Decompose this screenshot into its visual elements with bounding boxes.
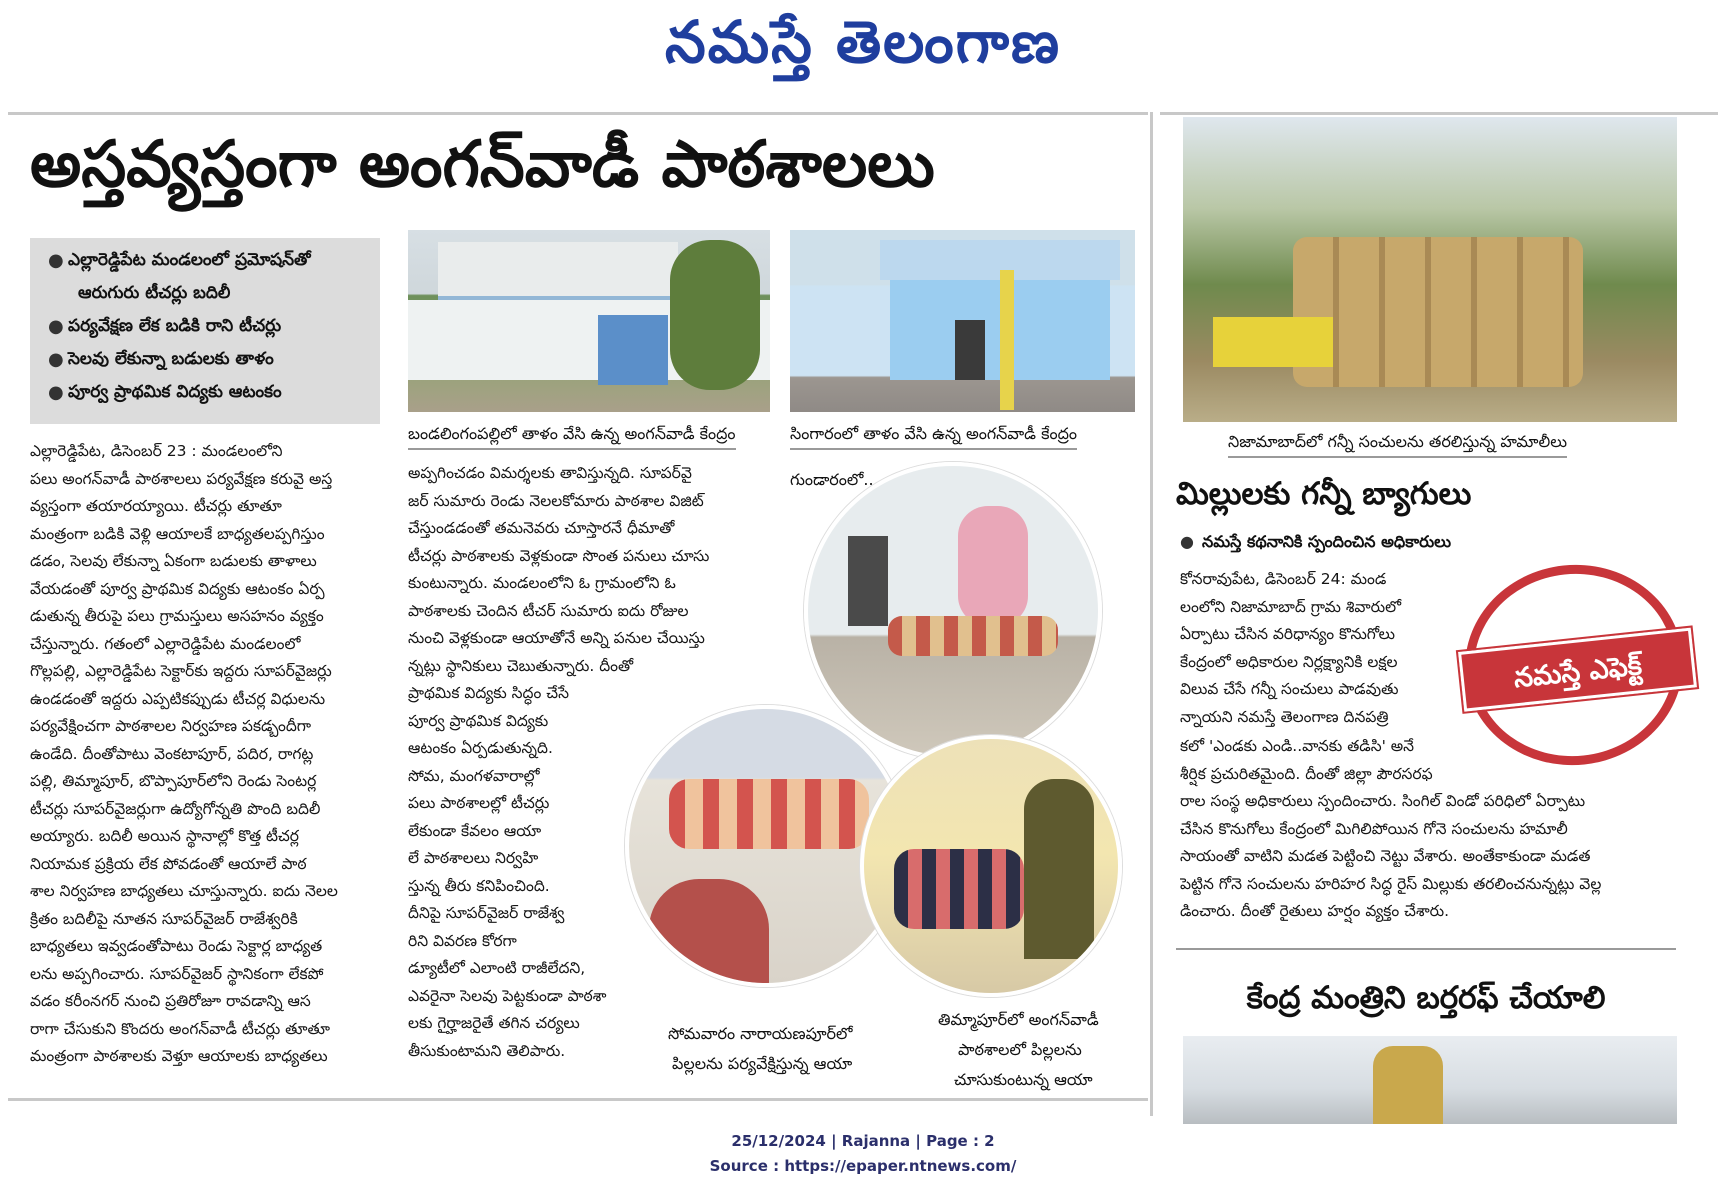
article-headline: అస్తవ్యస్తంగా అంగన్‌వాడీ పాఠశాలలు	[30, 128, 935, 202]
masthead-logo: నమస్తే తెలంగాణ	[665, 8, 1061, 76]
highlights-box	[30, 238, 380, 424]
highlight-item: ● పూర్వ ప్రాథమిక విద్యకు ఆటంకం	[38, 376, 372, 409]
story-separator	[1176, 948, 1676, 950]
photo-caption: చూసుకుంటున్న ఆయా	[954, 1070, 1093, 1089]
top-rule-right	[1160, 112, 1718, 115]
bullet-icon: ●	[48, 349, 64, 370]
third-story-headline: కేంద్ర మంత్రిని బర్తరఫ్ చేయాలి	[1246, 980, 1606, 1016]
photo-caption: పిల్లలను పర్యవేక్షిస్తున్న ఆయా	[672, 1054, 853, 1073]
top-rule-left	[8, 112, 1148, 115]
footer-date-edition: 25/12/2024 | Rajanna | Page : 2	[731, 1132, 995, 1150]
photo-nizamabad-gunny-bags	[1183, 117, 1677, 422]
second-story-body-narrow: కోనరావుపేట, డిసెంబర్ 24: మండ లంలోని నిజామాబాద్ గ్రామ శివారులో ఏర్పాటు చేసిన వరిధాన్యం కొనుగోలు కేంద్రంలో అధికారుల నిర్లక్ష్యానికి లక్షల విలువ చేసే గన్నీ సంచులు పాడవుతు న్నాయని నమస్తే తెలంగాణ దినపత్రి	[1180, 570, 1402, 726]
second-story-body: కలో 'ఎండకు ఎండి..వానకు తడిసి' అనే శీర్షిక ప్రచురితమైంది. దీంతో జిల్లా పౌరసరఫ రాల సంస్థ అధికారులు స్పందించారు. సింగిల్ విండో పరిధిలో ఏర్పాటు చేసిన కొనుగోలు కేంద్రంలో మిగిలిపోయిన గోనె సంచులను హమాలీ సాయంతో వాటిని మడత పెట్టించి నెట్టు వేశారు. అంతేకాకుండా మడత పెట్టిన గోనె సంచులను హరిహర సిద్ధ రైస్ మిల్లుకు తరలించనున్నట్లు వెల్ల డించారు. దీంతో రైతులు హర్షం వ్యక్తం చేశారు.	[1180, 737, 1602, 920]
footer-source-link[interactable]: Source : https://epaper.ntnews.com/	[709, 1157, 1017, 1175]
second-story-highlight: ● నమస్తే కథనానికి స్పందించిన అధికారులు	[1180, 532, 1451, 551]
bullet-icon: ●	[48, 250, 64, 271]
photo-caption: తిమ్మాపూర్‌లో అంగన్‌వాడీ	[938, 1010, 1099, 1029]
article-column-2: అప్పగించడం విమర్శలకు తావిస్తున్నది. సూపర్‌వై జర్ సుమారు రెండు నెలలకోమారు పాఠశాల విజిట్ చేస్తుండడంతో తమనెవరు చూస్తారనే ధీమాతో టీచర్లు పాఠశాలకు వెళ్లకుండా సొంత పనులు చూసు కుంటున్నారు. మండలంలోని ఓ గ్రామంలోని ఓ పాఠశాలకు చెందిన టీచర్ సుమారు ఐదు రోజుల నుంచి వెళ్లకుండా ఆయాతోనే అన్ని పనుల చేయిస్తు న్నట్లు స్థానికులు చెబుతున్నారు. దీంతో	[408, 464, 710, 675]
article-column-1: ఎల్లారెడ్డిపేట, డిసెంబర్ 23 : మండలంలోని పలు అంగన్‌వాడీ పాఠశాలలు పర్యవేక్షణ కరువై అస్త వ్యస్తంగా తయారయ్యాయి. టీచర్లు తూతూ మంత్రంగా బడికి వెళ్లి ఆయాలకే బాధ్యతలప్పగిస్తుం డడం, సెలవు లేకున్నా ఏకంగా బడులకు తాళాలు వేయడంతో పూర్వ ప్రాథమిక విద్యకు ఆటంకం ఏర్ప డుతున్న తీరుపై పలు గ్రామస్తులు అసహనం వ్యక్తం చేస్తున్నారు. గతంలో ఎల్లారెడ్డిపేట మండలంలో గొల్లపల్లి, ఎల్లారెడ్డిపేట సెక్టార్‌కు ఇద్దరు సూపర్‌వైజర్లు ఉండడంతో ఇద్దరు ఎప్పటికప్పుడు టీచర్ల విధులను పర్యవేక్షించగా పాఠశాలల నిర్వహణ పకడ్బందీగా ఉండేది. దీంతోపాటు వెంకటాపూర్, పదిర, రాగట్ల పల్లి, తిమ్మాపూర్, బొప్పాపూర్‌లోని రెండు సెంటర్ల టీచర్లు సూపర్‌వైజర్లుగా ఉద్యోగోన్నతి పొంది బదిలీ అయ్యారు. బదిలీ అయిన స్థానాల్లో కొత్త టీచర్ల నియామక ప్రక్రియ లేక పోవడంతో ఆయాలే పాఠ శాల నిర్వహణ బాధ్యతలు చూస్తున్నారు. ఐదు నెలల క్రితం బదిలీపై నూతన సూపర్‌వైజర్ రాజేశ్వరికి బాధ్యతలు ఇవ్వడంతోపాటు రెండు సెక్టార్ల బాధ్యత లను అప్పగించారు. సూపర్‌వైజర్ స్థానికంగా లేకపో వడం కరీంనగర్ నుంచి ప్రతిరోజూ రావడాన్ని ఆస రాగా చేసుకుని కొందరు అంగన్‌వాడీ టీచర్లు తూతూ మంత్రంగా పాఠశాలకు వెళ్తూ ఆయాలకు బాధ్యతలు	[30, 442, 338, 1065]
highlight-item: ఆరుగురు టీచర్లు బదిలీ	[78, 283, 231, 303]
photo-caption: నిజామాబాద్‌లో గన్నీ సంచులను తరలిస్తున్న హమాలీలు	[1228, 430, 1567, 458]
article-column-2-narrow: ప్రాథమిక విద్యకు సిద్ధం చేసే పూర్వ ప్రాథమిక విద్యకు ఆటంకం ఏర్పడుతున్నది. సోమ, మంగళవారాల్లో పలు పాఠశాలల్లో టీచర్లు లేకుండా కేవలం ఆయా లే పాఠశాలలు నిర్వహి స్తున్న తీరు కనిపించింది. దీనిపై సూపర్‌వైజర్ రాజేశ్వ రిని వివరణ కోరగా డ్యూటీలో ఎలాంటి రాజీలేదని, ఎవరైనా సెలవు పెట్టకుండా పాఠశా లకు గైర్హాజరైతే తగిన చర్యలు తీసుకుంటామని తెలిపారు.	[408, 684, 607, 1060]
highlight-item: ● ఎల్లారెడ్డిపేట మండలంలో ప్రమోషన్‌తో	[38, 244, 372, 277]
bullet-icon: ●	[1180, 532, 1194, 551]
photo-caption: పాఠశాలలో పిల్లలను	[958, 1040, 1082, 1059]
photo-caption: సోమవారం నారాయణపూర్‌లో	[668, 1024, 853, 1043]
photo-caption: గుండారంలో..	[790, 470, 874, 489]
bullet-icon: ●	[48, 382, 64, 403]
photo-caption: సింగారంలో తాళం వేసి ఉన్న అంగన్‌వాడీ కేంద్రం	[790, 422, 1077, 450]
bottom-rule	[8, 1098, 1148, 1101]
highlight-item: ● పర్యవేక్షణ లేక బడికి రాని టీచర్లు	[38, 310, 372, 343]
column-divider	[1150, 112, 1153, 1116]
photo-singaram-center	[790, 230, 1135, 412]
photo-thimmapur-circle	[860, 735, 1122, 997]
bullet-icon: ●	[48, 316, 64, 337]
photo-statue-protest	[1183, 1036, 1677, 1124]
highlight-item: ● సెలవు లేకున్నా బడులకు తాళం	[38, 343, 372, 376]
photo-gundaram-circle	[804, 462, 1102, 760]
photo-bandalingampalli-center	[408, 230, 770, 412]
photo-caption: బండలింగంపల్లిలో తాళం వేసి ఉన్న అంగన్‌వాడీ కేంద్రం	[408, 422, 736, 450]
namasthe-effect-stamp: నమస్తే ఎఫెక్ట్	[1455, 554, 1693, 776]
second-story-headline: మిల్లులకు గన్నీ బ్యాగులు	[1176, 476, 1472, 512]
